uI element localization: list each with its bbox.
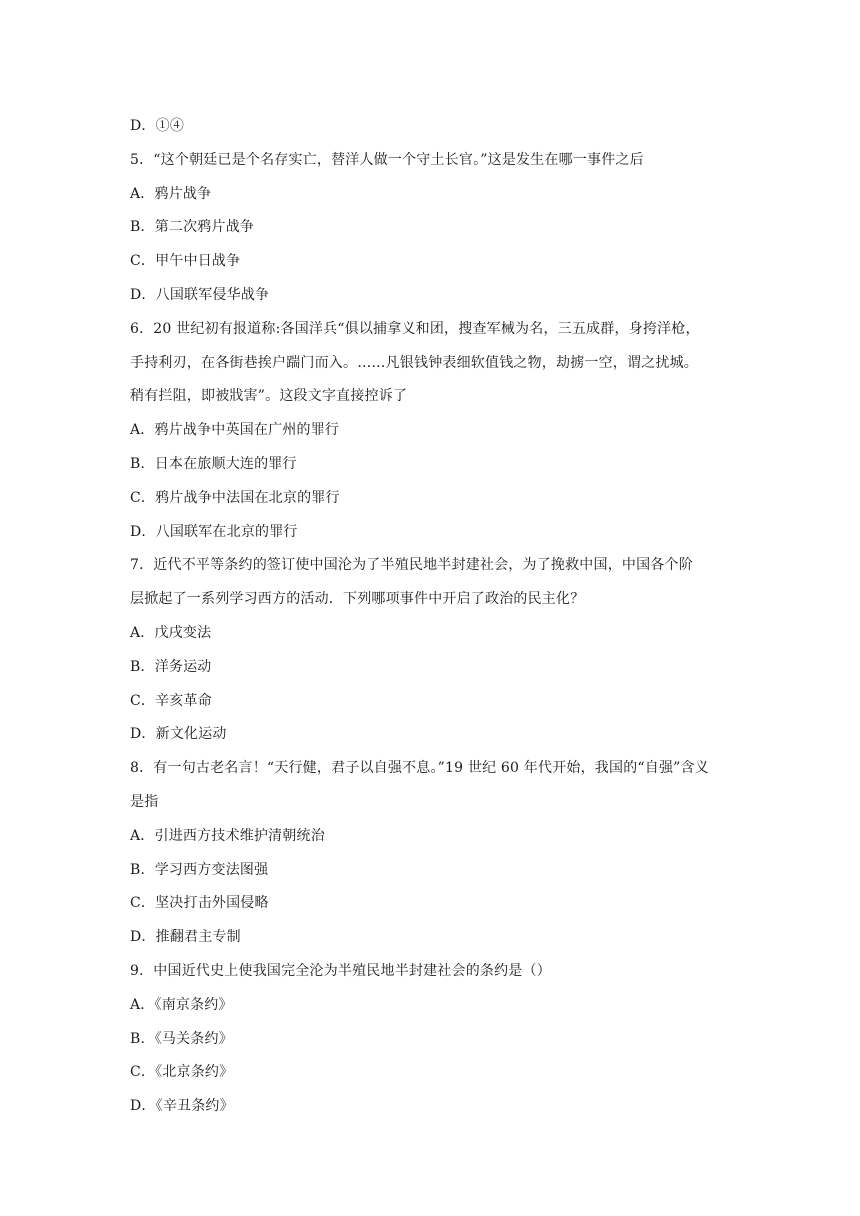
option-c-q5: C．甲午中日战争: [130, 253, 241, 270]
option-a-q9: A．《南京条约》: [130, 996, 233, 1013]
question-8-stem-line-1: 8．有一句古老名言！“天行健，君子以自强不息。”19 世纪 60 年代开始，我国的“自强”含义: [130, 760, 709, 777]
option-a-q8: A．引进西方技术维护清朝统治: [130, 827, 325, 844]
option-d-q5: D．八国联军侵华战争: [130, 286, 270, 303]
option-d-q7: D．新文化运动: [130, 726, 227, 743]
option-a-q6: A．鸦片战争中英国在广州的罪行: [130, 422, 340, 439]
option-b-q9: B．《马关条约》: [130, 1030, 233, 1047]
option-c-q7: C．辛亥革命: [130, 692, 212, 709]
option-d-q8: D．推翻君主专制: [130, 929, 241, 946]
question-6-stem-line-3: 稍有拦阻，即被戕害”。这段文字直接控诉了: [130, 388, 408, 405]
option-b-q5: B．第二次鸦片战争: [130, 219, 255, 236]
option-a-q5: A．鸦片战争: [130, 185, 212, 202]
option-b-q8: B．学习西方变法图强: [130, 861, 269, 878]
option-a-q7: A．戊戌变法: [130, 624, 212, 641]
option-c-q8: C．坚决打击外国侵略: [130, 895, 269, 912]
question-7-stem-line-1: 7．近代不平等条约的签订使中国沦为了半殖民地半封建社会，为了挽救中国，中国各个阶: [130, 557, 693, 574]
option-b-q7: B．洋务运动: [130, 658, 212, 675]
option-c-q6: C．鸦片战争中法国在北京的罪行: [130, 489, 340, 506]
option-c-q9: C．《北京条约》: [130, 1064, 234, 1081]
question-6-stem-line-1: 6．20 世纪初有报道称:各国洋兵“俱以捕拿义和团，搜查军械为名，三五成群，身挎洋枪，: [130, 320, 700, 337]
option-d-q6: D．八国联军在北京的罪行: [130, 523, 298, 540]
question-5-stem: 5．“这个朝廷已是个名存实亡，替洋人做一个守土长官。”这是发生在哪一事件之后: [130, 151, 644, 168]
question-6-stem-line-2: 手持利刃，在各街巷挨户踹门而入。……凡银钱钟表细软值钱之物，劫掳一空，谓之扰城。: [130, 354, 698, 371]
option-b-q6: B．日本在旅顺大连的罪行: [130, 455, 297, 472]
question-8-stem-line-2: 是指: [130, 793, 159, 810]
option-d-q9: D．《辛丑条约》: [130, 1098, 234, 1115]
question-content: [130, 110, 735, 1124]
question-9-stem: 9．中国近代史上使我国完全沦为半殖民地半封建社会的条约是（）: [130, 962, 551, 979]
question-7-stem-line-2: 层掀起了一系列学习西方的活动．下列哪项事件中开启了政治的民主化？: [130, 591, 585, 608]
option-d-q4: D．①④: [130, 118, 185, 134]
